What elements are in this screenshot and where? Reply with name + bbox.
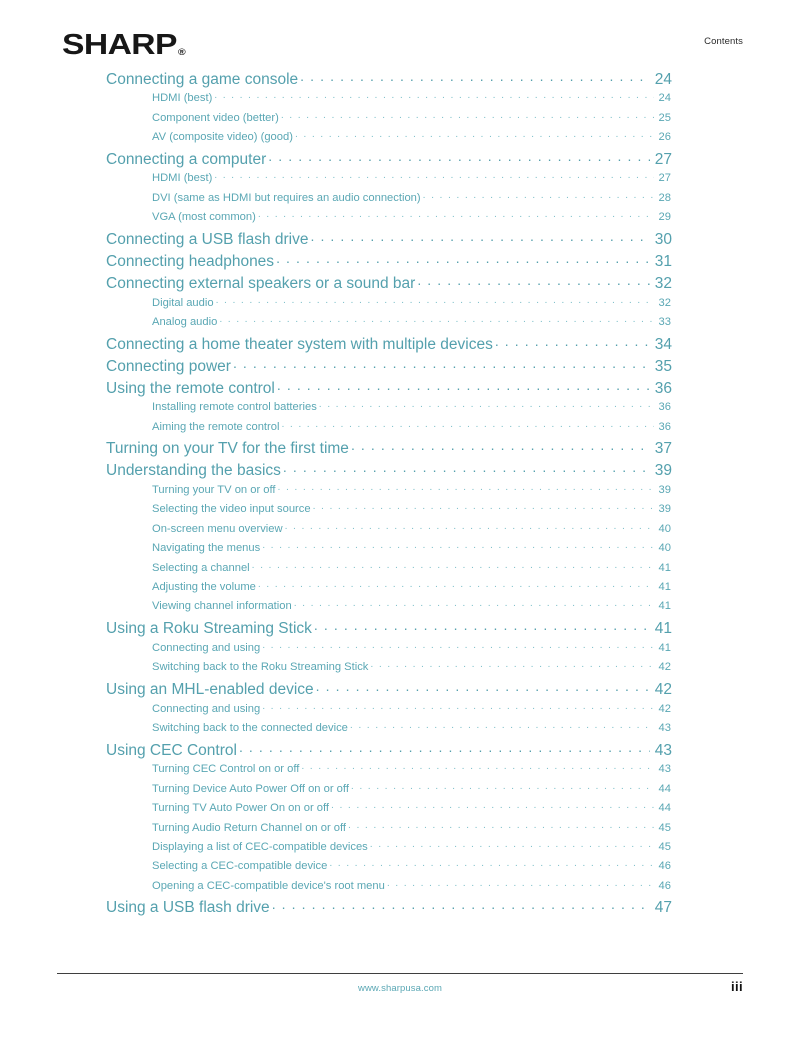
- toc-entry-page-number: 41: [658, 600, 671, 613]
- toc-entry-level-1[interactable]: [106, 355, 672, 377]
- toc-entry-title: Aiming the remote control: [152, 420, 280, 433]
- toc-entry-level-2[interactable]: [152, 700, 671, 719]
- toc-leader-dots: [219, 314, 654, 325]
- toc-entry-title: AV (composite video) (good): [152, 130, 293, 143]
- toc-entry-title: Component video (better): [152, 111, 279, 124]
- toc-entry-title: Turning CEC Control on or off: [152, 763, 300, 776]
- toc-entry-title: Turning TV Auto Power On on or off: [152, 802, 330, 815]
- page-footer: [0, 967, 800, 1037]
- toc-entry-level-1[interactable]: [106, 897, 672, 919]
- toc-entry-title: VGA (most common): [152, 211, 256, 224]
- toc-leader-dots: [262, 540, 654, 551]
- page-header: [0, 0, 800, 66]
- sharp-logo-text: SHARP: [62, 29, 177, 61]
- toc-leader-dots: [281, 109, 654, 120]
- toc-entry-title: Digital audio: [152, 296, 214, 309]
- toc-leader-dots: [387, 878, 654, 889]
- toc-entry-level-1[interactable]: [106, 438, 672, 460]
- toc-entry-page-number: 40: [658, 542, 671, 555]
- toc-entry-level-2[interactable]: [152, 90, 671, 109]
- toc-leader-dots: [319, 399, 654, 410]
- toc-entry-level-2[interactable]: [152, 129, 671, 148]
- toc-entry-title: Using CEC Control: [106, 741, 237, 759]
- toc-leader-dots: [283, 460, 650, 476]
- toc-entry-level-2[interactable]: [152, 800, 671, 819]
- toc-entry-level-2[interactable]: [152, 839, 671, 858]
- toc-leader-dots: [239, 739, 650, 755]
- toc-entry-page-number: 42: [658, 661, 671, 674]
- toc-entry-level-2[interactable]: [152, 781, 671, 800]
- toc-entry-level-2[interactable]: [152, 109, 671, 128]
- toc-entry-level-2[interactable]: [152, 294, 671, 313]
- toc-entry-title: Turning Device Auto Power Off on or off: [152, 782, 349, 795]
- toc-leader-dots: [262, 640, 654, 651]
- toc-entry-level-1[interactable]: [106, 68, 672, 90]
- toc-entry-title: HDMI (best): [152, 172, 213, 185]
- toc-entry-page-number: 45: [658, 840, 671, 853]
- toc-entry-level-2[interactable]: [152, 209, 671, 228]
- toc-leader-dots: [351, 781, 654, 792]
- table-of-contents: [0, 68, 800, 919]
- toc-leader-dots: [258, 579, 654, 590]
- toc-leader-dots: [495, 333, 650, 349]
- toc-entry-page-number: 26: [658, 130, 671, 143]
- toc-entry-level-2[interactable]: [152, 482, 671, 501]
- toc-leader-dots: [348, 819, 654, 830]
- toc-leader-dots: [216, 294, 654, 305]
- toc-leader-dots: [252, 559, 654, 570]
- toc-leader-dots: [278, 482, 654, 493]
- toc-entry-title: Connecting and using: [152, 702, 261, 715]
- toc-leader-dots: [295, 129, 654, 140]
- toc-entry-page-number: 45: [658, 821, 671, 834]
- toc-entry-page-number: 36: [654, 379, 672, 397]
- toc-entry-title: Connecting a computer: [106, 150, 267, 168]
- toc-entry-level-2[interactable]: [152, 190, 671, 209]
- toc-entry-title: HDMI (best): [152, 92, 213, 105]
- toc-entry-page-number: 44: [658, 802, 671, 815]
- toc-entry-page-number: 30: [654, 230, 672, 248]
- toc-leader-dots: [350, 720, 654, 731]
- toc-entry-title: Using a Roku Streaming Stick: [106, 620, 312, 638]
- toc-leader-dots: [417, 272, 650, 288]
- toc-entry-title: Selecting the video input source: [152, 503, 311, 516]
- toc-entry-page-number: 41: [654, 620, 672, 638]
- toc-entry-level-2[interactable]: [152, 314, 671, 333]
- toc-entry-page-number: 35: [654, 357, 672, 375]
- toc-entry-page-number: 39: [658, 503, 671, 516]
- toc-leader-dots: [268, 148, 650, 164]
- toc-entry-level-2[interactable]: [152, 598, 671, 617]
- toc-entry-level-2[interactable]: [152, 659, 671, 678]
- toc-entry-level-2[interactable]: [152, 521, 671, 540]
- toc-entry-title: Connecting a game console: [106, 70, 299, 88]
- toc-entry-title: Installing remote control batteries: [152, 401, 317, 414]
- toc-entry-title: Selecting a channel: [152, 561, 250, 574]
- toc-entry-title: Viewing channel information: [152, 600, 292, 613]
- toc-entry-title: Connecting and using: [152, 641, 261, 654]
- toc-entry-level-2[interactable]: [152, 540, 671, 559]
- toc-leader-dots: [351, 438, 650, 454]
- toc-entry-page-number: 46: [658, 860, 671, 873]
- footer-divider: [57, 973, 743, 974]
- toc-leader-dots: [262, 700, 654, 711]
- toc-entry-page-number: 24: [658, 92, 671, 105]
- toc-entry-title: Displaying a list of CEC-compatible devices: [152, 840, 368, 853]
- toc-entry-page-number: 42: [658, 702, 671, 715]
- toc-leader-dots: [300, 68, 650, 84]
- toc-leader-dots: [281, 419, 654, 430]
- toc-entry-page-number: 41: [658, 581, 671, 594]
- toc-leader-dots: [329, 858, 654, 869]
- toc-entry-title: Using an MHL-enabled device: [106, 680, 314, 698]
- toc-entry-level-2[interactable]: [152, 579, 671, 598]
- toc-entry-page-number: 42: [654, 680, 672, 698]
- toc-entry-level-2[interactable]: [152, 858, 671, 877]
- toc-leader-dots: [285, 521, 654, 532]
- toc-entry-page-number: 43: [658, 763, 671, 776]
- toc-entry-page-number: 41: [658, 561, 671, 574]
- toc-entry-title: Connecting a home theater system with multiple devices: [106, 335, 493, 353]
- toc-entry-page-number: 34: [654, 335, 672, 353]
- toc-entry-page-number: 29: [658, 211, 671, 224]
- toc-entry-page-number: 43: [658, 722, 671, 734]
- toc-entry-title: Turning your TV on or off: [152, 484, 276, 497]
- toc-leader-dots: [301, 761, 654, 772]
- toc-leader-dots: [277, 377, 650, 393]
- toc-leader-dots: [313, 501, 654, 512]
- toc-leader-dots: [370, 839, 654, 850]
- toc-entry-page-number: 31: [654, 252, 672, 270]
- toc-entry-level-1[interactable]: [106, 333, 672, 355]
- toc-entry-title: Navigating the menus: [152, 542, 261, 555]
- toc-entry-page-number: 32: [654, 274, 672, 292]
- toc-leader-dots: [272, 897, 650, 913]
- toc-entry-level-2[interactable]: [152, 419, 671, 438]
- toc-entry-level-2[interactable]: [152, 501, 671, 520]
- toc-entry-level-1[interactable]: [106, 618, 672, 640]
- toc-entry-page-number: 25: [658, 111, 671, 124]
- toc-entry-level-1[interactable]: [106, 228, 672, 250]
- toc-entry-title: Turning on your TV for the first time: [106, 440, 349, 458]
- toc-leader-dots: [316, 678, 650, 694]
- toc-entry-title: Connecting headphones: [106, 252, 275, 270]
- toc-entry-level-2[interactable]: [152, 761, 671, 780]
- toc-entry-page-number: 32: [658, 296, 671, 309]
- toc-entry-level-1[interactable]: [106, 460, 672, 482]
- toc-entry-title: Connecting power: [106, 357, 231, 375]
- toc-entry-title: Opening a CEC-compatible device's root menu: [152, 879, 385, 892]
- toc-entry-title: Connecting a USB flash drive: [106, 230, 309, 248]
- toc-entry-level-1[interactable]: [106, 250, 672, 272]
- toc-entry-title: Adjusting the volume: [152, 581, 256, 594]
- toc-entry-page-number: 47: [654, 899, 672, 917]
- toc-entry-page-number: 27: [658, 172, 671, 185]
- toc-entry-level-2[interactable]: [152, 878, 671, 897]
- toc-leader-dots: [233, 355, 650, 371]
- toc-leader-dots: [258, 209, 654, 220]
- toc-entry-level-2[interactable]: [152, 819, 671, 838]
- footer-website-link[interactable]: www.sharpusa.com: [358, 983, 442, 994]
- toc-leader-dots: [294, 598, 654, 609]
- toc-entry-page-number: 36: [658, 401, 671, 414]
- toc-entry-page-number: 41: [658, 641, 671, 654]
- toc-leader-dots: [370, 659, 654, 670]
- toc-leader-dots: [214, 170, 654, 181]
- toc-leader-dots: [314, 618, 650, 634]
- toc-entry-title: Analog audio: [152, 315, 218, 328]
- toc-entry-level-1[interactable]: [106, 739, 672, 761]
- toc-leader-dots: [310, 228, 650, 244]
- toc-entry-level-2[interactable]: [152, 720, 671, 739]
- toc-entry-page-number: 39: [658, 484, 671, 497]
- toc-entry-title: DVI (same as HDMI but requires an audio connection): [152, 191, 421, 204]
- toc-entry-title: Switching back to the Roku Streaming Stick: [152, 661, 369, 674]
- toc-entry-page-number: 28: [658, 191, 671, 204]
- registered-trademark-icon: ®: [178, 47, 186, 57]
- toc-entry-level-1[interactable]: [106, 377, 672, 399]
- toc-leader-dots: [331, 800, 654, 811]
- toc-entry-page-number: 40: [658, 522, 671, 535]
- header-section-label: Contents: [704, 36, 743, 47]
- toc-entry-page-number: 36: [658, 420, 671, 433]
- toc-entry-level-2[interactable]: [152, 640, 671, 659]
- toc-entry-page-number: 46: [658, 879, 671, 892]
- toc-entry-level-1[interactable]: [106, 148, 672, 170]
- toc-entry-page-number: 43: [654, 741, 672, 759]
- toc-entry-level-2[interactable]: [152, 170, 671, 189]
- footer-page-number: iii: [730, 979, 743, 994]
- toc-leader-dots: [423, 190, 654, 201]
- toc-entry-title: On-screen menu overview: [152, 522, 283, 535]
- toc-entry-level-2[interactable]: [152, 559, 671, 578]
- toc-entry-title: Using a USB flash drive: [106, 899, 270, 917]
- toc-leader-dots: [214, 90, 654, 101]
- toc-entry-page-number: 24: [654, 70, 672, 88]
- toc-entry-title: Connecting external speakers or a sound bar: [106, 274, 416, 292]
- toc-leader-dots: [276, 250, 650, 266]
- toc-entry-page-number: 37: [654, 440, 672, 458]
- toc-entry-title: Turning Audio Return Channel on or off: [152, 821, 347, 834]
- toc-entry-title: Using the remote control: [106, 379, 275, 397]
- sharp-logo: [62, 31, 185, 60]
- toc-entry-page-number: 39: [654, 462, 672, 480]
- toc-entry-page-number: 33: [658, 315, 671, 328]
- toc-entry-level-1[interactable]: [106, 678, 672, 700]
- toc-entry-title: Understanding the basics: [106, 462, 281, 480]
- toc-entry-page-number: 27: [654, 150, 672, 168]
- toc-entry-title: Selecting a CEC-compatible device: [152, 860, 328, 873]
- toc-entry-level-1[interactable]: [106, 272, 672, 294]
- toc-entry-page-number: 44: [658, 782, 671, 795]
- toc-entry-title: Switching back to the connected device: [152, 722, 348, 734]
- toc-entry-level-2[interactable]: [152, 399, 671, 418]
